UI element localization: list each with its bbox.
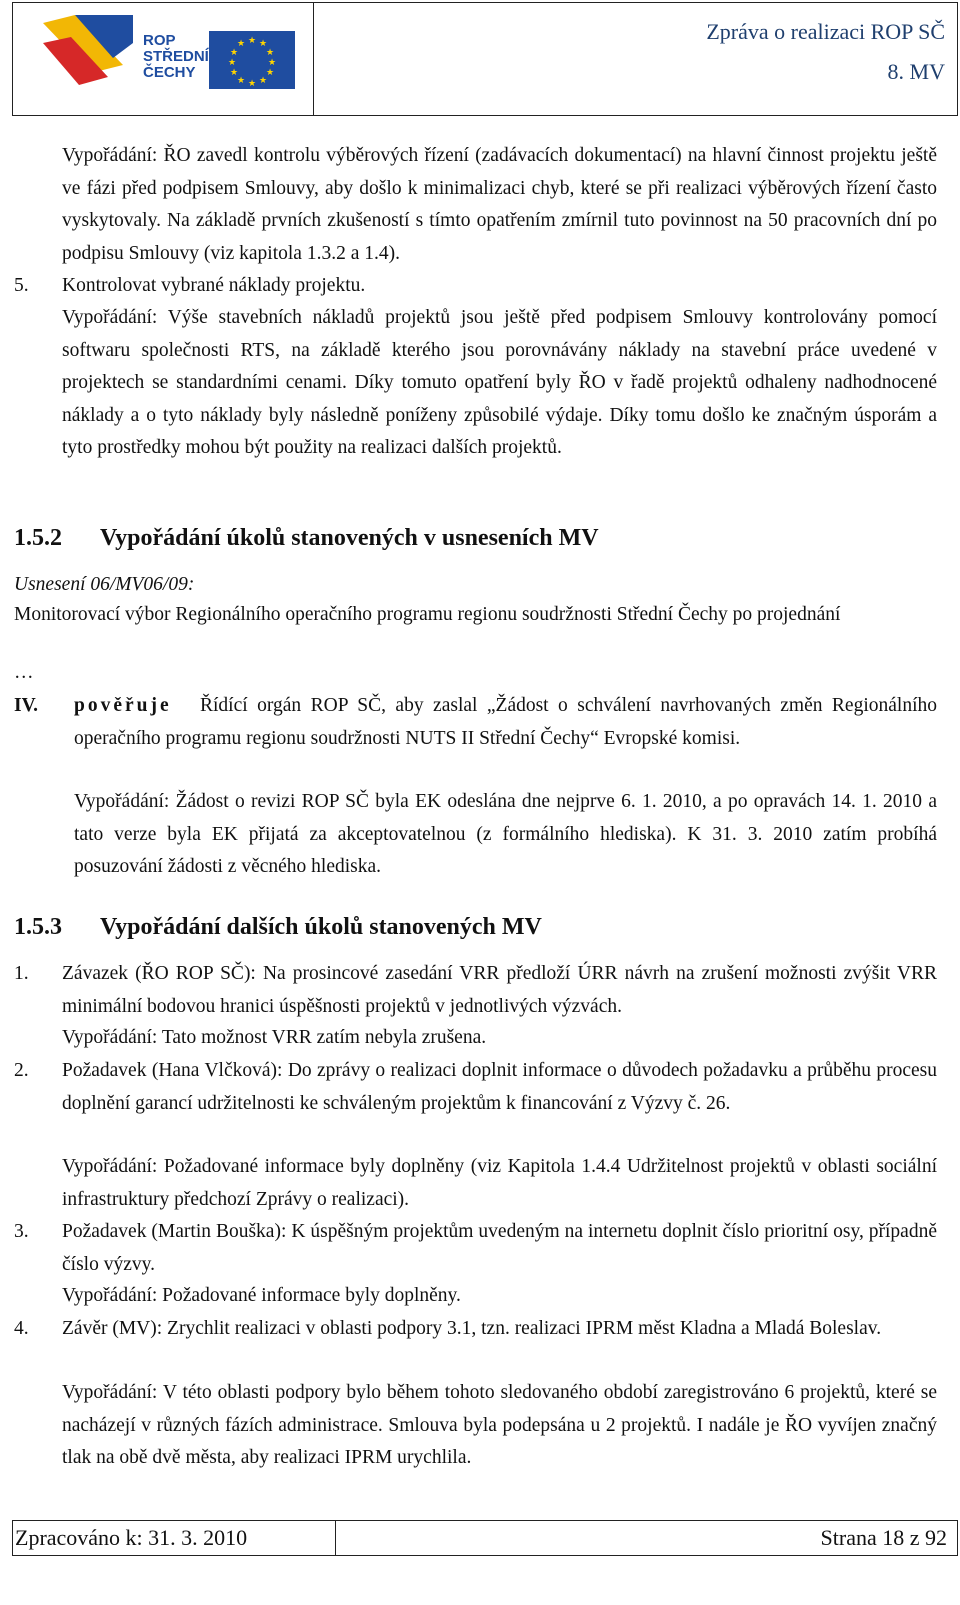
section-152-number: 1.5.2 <box>14 525 62 551</box>
svg-text:★: ★ <box>230 48 239 58</box>
list-item-4-text: Závěr (MV): Zrychlit realizaci v oblasti podpory 3.1, tzn. realizaci IPRM měst Kladna a Mladá Boleslav. <box>62 1318 882 1339</box>
svg-text:★: ★ <box>237 39 246 49</box>
logo-text <box>143 33 209 81</box>
svg-text:★: ★ <box>237 76 246 86</box>
item-5-number: 5. <box>14 275 29 296</box>
intro-paragraph-1: Vypořádání: ŘO zavedl kontrolu výběrových řízení (zadávacích dokumentací) na hlavní činnost projektu ještě ve fázi před podpisem Smlouvy, aby došlo k minimalizaci chyb, které se při realizaci výběrových řízení často vyskytovaly. Na základě prvních zkušeností s tímto opatřením zmírnil tuto povinnost na 50 pracovních dní po podpisu Smlouvy (viz kapitola 1.3.2 a 1.4). <box>62 145 937 264</box>
resolution-text: Monitorovací výbor Regionálního operačního programu regionu soudržnosti Střední Čechy po projednání <box>14 604 841 625</box>
item-iv-body: Řídící orgán ROP SČ, aby zaslal „Žádost o schválení navrhovaných změn Regionálního operačního programu regionu soudržnosti NUTS II Střední Čechy“ Evropské komisi. <box>74 695 937 749</box>
list-item-4-resolution: Vypořádání: V této oblasti podpory bylo během tohoto sledovaného období zaregistrováno 6 projektů, které se nacházejí v různých fázích administrace. Smlouva byla podepsána u 2 projektů. I nadále je ŘO vyvíjen značný tlak na obě dvě města, aby realizaci IPRM urychlila. <box>62 1382 937 1469</box>
svg-text:★: ★ <box>228 58 237 68</box>
list-item-3-text: Požadavek (Martin Bouška): K úspěšným projektům uvedeným na internetu doplnit číslo prioritní osy, případně číslo výzvy. <box>62 1221 937 1275</box>
footer-processed-date: Zpracováno k: 31. 3. 2010 <box>13 1521 336 1555</box>
section-153-heading <box>14 912 542 942</box>
list-item-4-number: 4. <box>14 1318 29 1339</box>
item-iv-resolution: Vypořádání: Žádost o revizi ROP SČ byla EK odeslána dne nejprve 6. 1. 2010, a po opravách 14. 1. 2010 a tato verze byla EK přijatá za akceptovatelnou (z formálního hlediska). K 31. 3. 2010 zatím probíhá posuzování žádosti z věcného hlediska. <box>74 791 937 878</box>
list-item-2-number: 2. <box>14 1060 29 1081</box>
svg-text:★: ★ <box>259 39 268 49</box>
page-footer <box>12 1520 958 1556</box>
document-title: Zpráva o realizaci ROP SČ <box>706 19 945 44</box>
page-header <box>12 2 958 116</box>
ellipsis: … <box>14 662 34 683</box>
svg-text:★: ★ <box>259 76 268 86</box>
section-153-title: Vypořádání dalších úkolů stanovených MV <box>100 914 542 940</box>
item-iv-text <box>74 690 937 755</box>
logo-text-line2: STŘEDNÍ <box>143 48 209 65</box>
footer-page-number: Strana 18 z 92 <box>820 1525 947 1550</box>
svg-text:★: ★ <box>230 68 239 78</box>
section-153-number: 1.5.3 <box>14 914 62 940</box>
list-item-2-text: Požadavek (Hana Vlčková): Do zprávy o realizaci doplnit informace o důvodech požadavku a průběhu procesu doplnění garancí udržitelnosti ke schváleným projektům k financování z Výzvy č. 26. <box>62 1060 937 1114</box>
intro-paragraph-2: Vypořádání: Výše stavebních nákladů projektů jsou ještě před podpisem Smlouvy kontrolovány pomocí softwaru společnosti RTS, na základě kterého jsou porovnávány náklady na stavební práce uvedené v projektech se standardními cenami. Díky tomuto opatření byly ŘO v řadě projektů odhaleny nadhodnocené náklady a o tyto náklady byly následně poníženy způsobilé výdaje. Díky tomu došlo ke značným úsporám a tyto prostředky mohou být použity na realizaci dalších projektů. <box>62 307 937 459</box>
item-5-text: Kontrolovat vybrané náklady projektu. <box>62 275 366 296</box>
svg-text:★: ★ <box>266 48 275 58</box>
item-iv-keyword: pověřuje <box>74 695 172 716</box>
header-title-box <box>313 3 957 115</box>
item-iv-number: IV. <box>14 695 39 716</box>
svg-text:★: ★ <box>268 58 277 68</box>
section-152-heading <box>14 523 599 553</box>
list-item-3-resolution: Vypořádání: Požadované informace byly doplněny. <box>62 1285 461 1306</box>
svg-text:★: ★ <box>248 79 257 89</box>
logo-text-line3: ČECHY <box>143 64 196 81</box>
logo-text-line1: ROP <box>143 32 176 49</box>
document-subtitle: 8. MV <box>887 59 945 84</box>
list-item-2-resolution: Vypořádání: Požadované informace byly doplněny (viz Kapitola 1.4.4 Udržitelnost projektů v oblasti sociální infrastruktury předchozí Zprávy o realizaci). <box>62 1156 937 1210</box>
svg-text:★: ★ <box>248 36 257 46</box>
rop-logo <box>13 3 313 115</box>
list-item-1-resolution: Vypořádání: Tato možnost VRR zatím nebyla zrušena. <box>62 1027 487 1048</box>
resolution-heading: Usnesení 06/MV06/09: <box>14 574 195 595</box>
list-item-1-number: 1. <box>14 963 29 984</box>
section-152-title: Vypořádání úkolů stanovených v usneseních MV <box>100 525 599 551</box>
list-item-1-text: Závazek (ŘO ROP SČ): Na prosincové zasedání VRR předloží ÚRR návrh na zrušení možnosti zvýšit VRR minimální bodovou hranici úspěšnosti projektů v jednotlivých výzvách. <box>62 963 937 1017</box>
svg-text:★: ★ <box>266 68 275 78</box>
list-item-3-number: 3. <box>14 1221 29 1242</box>
